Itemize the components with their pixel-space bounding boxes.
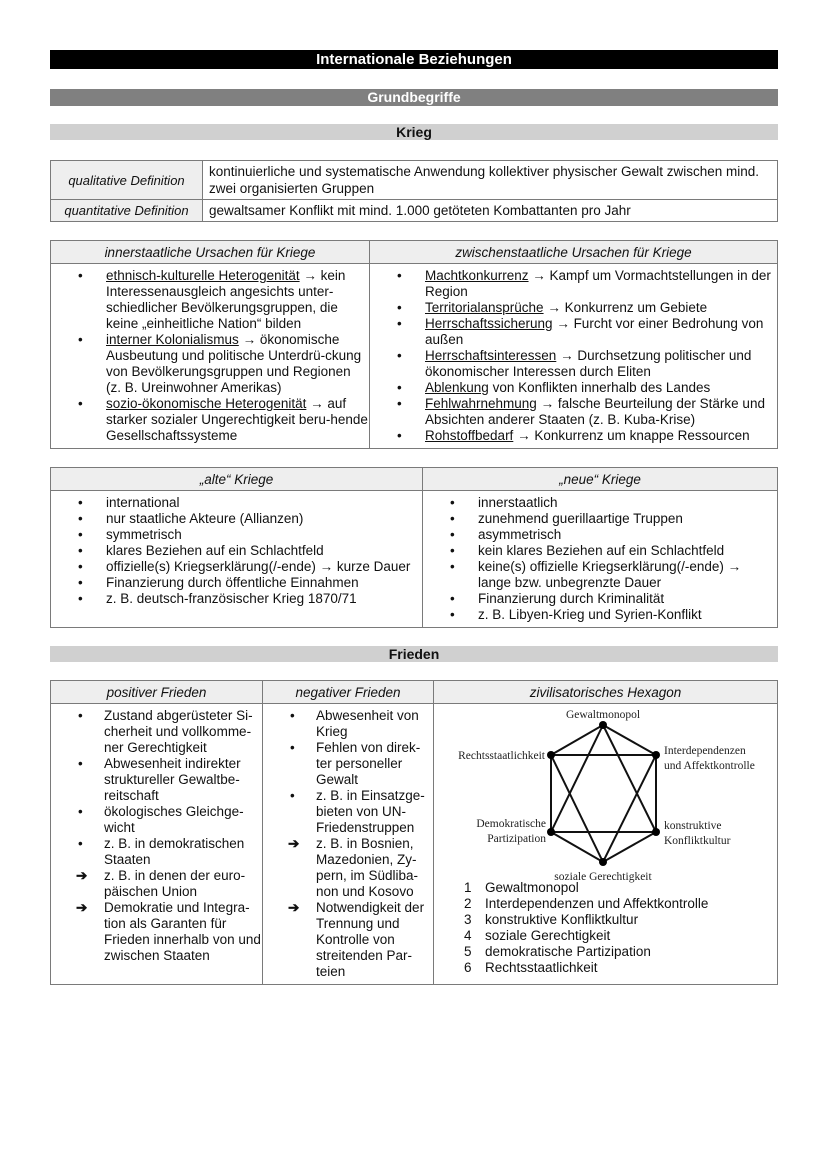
list-item [52, 511, 421, 527]
bullet-icon: • [78, 575, 83, 590]
bullet-icon: • [290, 708, 295, 723]
term-description: → Kampf um Vormachtstellungen in der Region [425, 268, 771, 299]
hexagon-legend [464, 880, 777, 976]
legend-number: 3 [464, 912, 472, 927]
hexagon-outline [551, 725, 656, 862]
node-upper-right [652, 751, 660, 759]
list-item [52, 559, 421, 575]
section-heading-grundbegriffe: Grundbegriffe [50, 89, 778, 106]
civilizational-hexagon-diagram [436, 709, 776, 883]
negative-peace-header: negativer Frieden [263, 681, 434, 704]
bullet-icon: • [78, 511, 83, 526]
bullet-icon: • [397, 300, 402, 315]
term-description: → Furcht vor einer Bedrohung von außen [425, 316, 764, 347]
inner-causes-header: innerstaatliche Ursachen für Kriege [51, 241, 370, 264]
item-text: Abwesenheit indirekter struktureller Gewaltbe-reitschaft [104, 756, 241, 803]
label-rechtsstaatlichkeit: Rechtsstaatlichkeit [457, 750, 545, 762]
term-description: → Konkurrenz um Gebiete [543, 300, 708, 315]
hexagon-header: zivilisatorisches Hexagon [434, 681, 778, 704]
list-item [424, 559, 776, 591]
label-partizipation: Partizipation [486, 833, 546, 845]
term-description: → kein Interessenausgleich angesichts unter-schiedlicher Bevölkerungsgruppen, die keine „einheitliche Nation“ bilden [106, 268, 346, 331]
table-row [51, 161, 778, 200]
key-term: Herrschaftssicherung [425, 316, 553, 331]
node-lower-right [652, 828, 660, 836]
item-text: Demokratie und Integra-tion als Garanten für Frieden innerhalb von und zwischen Staaten [104, 900, 261, 963]
item-text: Finanzierung durch Kriminalität [478, 591, 665, 606]
key-term: Rohstoffbedarf [425, 428, 514, 443]
list-item [52, 396, 368, 444]
term-description: von Konflikten innerhalb des Landes [488, 380, 711, 395]
old-wars-list [52, 495, 421, 607]
triangle-down [551, 755, 656, 862]
item-text: z. B. in demokratischen Staaten [104, 836, 245, 867]
legend-item [464, 944, 777, 960]
subsection-heading-krieg: Krieg [50, 124, 778, 140]
bullet-icon: • [78, 708, 83, 723]
item-text: international [106, 495, 180, 510]
item-text: symmetrisch [106, 527, 182, 542]
bullet-icon: • [290, 740, 295, 755]
list-item [52, 268, 368, 332]
bullet-icon: • [450, 495, 455, 510]
list-item [424, 527, 776, 543]
list-item [424, 607, 776, 623]
key-term: ethnisch-kulturelle Heterogenität [106, 268, 300, 283]
list-item [371, 396, 776, 428]
definition-text: kontinuierliche und systematische Anwendung kollektiver physischer Gewalt zwischen mind. zwei organisierten Gruppen [203, 161, 778, 200]
item-text: z. B. in Einsatzge-bieten von UN-Friedenstruppen [316, 788, 425, 835]
node-top [599, 721, 607, 729]
list-item [52, 868, 261, 900]
list-item [371, 268, 776, 300]
bullet-icon: • [78, 836, 83, 851]
hexagon-nodes [547, 721, 660, 866]
list-item [52, 575, 421, 591]
interstate-causes-list [371, 268, 776, 444]
bullet-icon: • [78, 396, 83, 411]
legend-number: 2 [464, 896, 472, 911]
item-text: z. B. Libyen-Krieg und Syrien-Konflikt [478, 607, 702, 622]
key-term: sozio-ökonomische Heterogenität [106, 396, 307, 411]
legend-label: Gewaltmonopol [485, 880, 579, 895]
item-text: Fehlen von direk-ter personeller Gewalt [316, 740, 421, 787]
list-item [424, 495, 776, 511]
label-affektkontrolle: und Affektkontrolle [663, 760, 755, 772]
list-item [371, 348, 776, 380]
legend-label: Rechtsstaatlichkeit [485, 960, 598, 975]
term-description: → falsche Beurteilung der Stärke und Absichten anderer Staaten (z. B. Kuba-Krise) [425, 396, 765, 427]
legend-label: demokratische Partizipation [485, 944, 651, 959]
legend-item [464, 912, 777, 928]
item-text: klares Beziehen auf ein Schlachtfeld [106, 543, 324, 558]
node-upper-left [547, 751, 555, 759]
bullet-icon: • [78, 268, 83, 283]
list-item [52, 332, 368, 396]
bullet-icon: • [450, 559, 455, 574]
list-item [264, 740, 432, 788]
arrow-right-icon: ➔ [76, 900, 88, 915]
label-soziale-gerechtigkeit: soziale Gerechtigkeit [553, 871, 652, 883]
bullet-icon: • [450, 591, 455, 606]
list-item [52, 527, 421, 543]
item-text: Finanzierung durch öffentliche Einnahmen [106, 575, 359, 590]
legend-number: 1 [464, 880, 472, 895]
item-text: z. B. deutsch-französischer Krieg 1870/71 [106, 591, 357, 606]
bullet-icon: • [290, 788, 295, 803]
item-text: Zustand abgerüsteter Si-cherheit und vollkomme-ner Gerechtigkeit [104, 708, 253, 755]
key-term: Machtkonkurrenz [425, 268, 529, 283]
list-item [52, 591, 421, 607]
bullet-icon: • [78, 756, 83, 771]
table-row [51, 200, 778, 222]
list-item [264, 836, 432, 900]
legend-number: 5 [464, 944, 472, 959]
bullet-icon: • [450, 543, 455, 558]
negative-peace-list [264, 708, 432, 980]
list-item [52, 708, 261, 756]
bullet-icon: • [78, 543, 83, 558]
causes-table [50, 240, 778, 449]
item-text: z. B. in Bosnien, Mazedonien, Zy-pern, im Südliba-non und Kosovo [316, 836, 419, 899]
item-text: zunehmend guerillaartige Truppen [478, 511, 683, 526]
document-title: Internationale Beziehungen [50, 50, 778, 69]
document-page [50, 50, 778, 985]
item-text: nur staatliche Akteure (Allianzen) [106, 511, 304, 526]
list-item [371, 300, 776, 316]
hexagon-edges [551, 725, 656, 862]
list-item [371, 316, 776, 348]
legend-item [464, 928, 777, 944]
bullet-icon: • [78, 495, 83, 510]
label-gewaltmonopol: Gewaltmonopol [565, 709, 640, 721]
bullet-icon: • [397, 316, 402, 331]
arrow-right-icon: ➔ [288, 900, 300, 915]
legend-item [464, 896, 777, 912]
definition-label: qualitative Definition [51, 161, 203, 200]
bullet-icon: • [397, 348, 402, 363]
list-item [424, 543, 776, 559]
key-term: interner Kolonialismus [106, 332, 239, 347]
item-text: kein klares Beziehen auf ein Schlachtfeld [478, 543, 725, 558]
list-item [371, 380, 776, 396]
item-text: Abwesenheit von Krieg [316, 708, 419, 739]
label-interdependenzen: Interdependenzen [663, 745, 746, 757]
definition-table [50, 160, 778, 222]
node-lower-left [547, 828, 555, 836]
list-item [264, 900, 432, 980]
list-item [52, 495, 421, 511]
legend-item [464, 960, 777, 976]
list-item [52, 756, 261, 804]
arrow-right-icon: ➔ [288, 836, 300, 851]
item-text: keine(s) offizielle Kriegserklärung(/-ende) → lange bzw. unbegrenzte Dauer [478, 559, 742, 590]
legend-label: konstruktive Konfliktkultur [485, 912, 639, 927]
list-item [424, 591, 776, 607]
list-item [264, 708, 432, 740]
bullet-icon: • [78, 591, 83, 606]
list-item [52, 804, 261, 836]
list-item [264, 788, 432, 836]
list-item [371, 428, 776, 444]
bullet-icon: • [78, 332, 83, 347]
item-text: Notwendigkeit der Trennung und Kontrolle von streitenden Par-teien [316, 900, 425, 979]
inner-causes-list [52, 268, 368, 444]
bullet-icon: • [78, 559, 83, 574]
item-text: asymmetrisch [478, 527, 562, 542]
list-item [424, 511, 776, 527]
arrow-right-icon: ➔ [76, 868, 88, 883]
item-text: innerstaatlich [478, 495, 558, 510]
key-term: Fehlwahrnehmung [425, 396, 537, 411]
positive-peace-list [52, 708, 261, 964]
legend-label: soziale Gerechtigkeit [485, 928, 611, 943]
positive-peace-header: positiver Frieden [51, 681, 263, 704]
bullet-icon: • [397, 380, 402, 395]
list-item [52, 900, 261, 964]
interstate-causes-header: zwischenstaatliche Ursachen für Kriege [370, 241, 778, 264]
bullet-icon: • [78, 804, 83, 819]
bullet-icon: • [450, 607, 455, 622]
new-wars-list [424, 495, 776, 623]
list-item [52, 543, 421, 559]
key-term: Ablenkung [425, 380, 489, 395]
legend-number: 6 [464, 960, 472, 975]
bullet-icon: • [450, 527, 455, 542]
bullet-icon: • [397, 428, 402, 443]
new-wars-header: „neue“ Kriege [423, 468, 778, 491]
key-term: Herrschaftsinteressen [425, 348, 557, 363]
term-description: → auf starker sozialer Ungerechtigkeit beru-hende Gesellschaftssysteme [106, 396, 368, 443]
term-description: → Durchsetzung politischer und ökonomischer Interessen durch Eliten [425, 348, 752, 379]
item-text: ökologisches Gleichge-wicht [104, 804, 244, 835]
list-item [52, 836, 261, 868]
legend-label: Interdependenzen und Affektkontrolle [485, 896, 709, 911]
label-konstruktive: konstruktive [663, 820, 721, 832]
bullet-icon: • [450, 511, 455, 526]
item-text: offizielle(s) Kriegserklärung(/-ende) → kurze Dauer [106, 559, 411, 574]
old-wars-header: „alte“ Kriege [51, 468, 423, 491]
bullet-icon: • [397, 396, 402, 411]
node-bottom [599, 858, 607, 866]
subsection-heading-frieden: Frieden [50, 646, 778, 662]
definition-text: gewaltsamer Konflikt mit mind. 1.000 getöteten Kombattanten pro Jahr [203, 200, 778, 222]
term-description: → Konkurrenz um knappe Ressourcen [513, 428, 750, 443]
key-term: Territorialansprüche [425, 300, 544, 315]
bullet-icon: • [78, 527, 83, 542]
triangle-up [551, 725, 656, 832]
old-new-wars-table [50, 467, 778, 628]
peace-table [50, 680, 778, 985]
label-konfliktkultur: Konfliktkultur [663, 835, 730, 847]
bullet-icon: • [397, 268, 402, 283]
term-description: → ökonomische Ausbeutung und politische Unterdrü-ckung von Bevölkerungsgruppen und Regionen (z. B. Ureinwohner Amerikas) [106, 332, 362, 395]
definition-label: quantitative Definition [51, 200, 203, 222]
label-demokratische: Demokratische [475, 818, 546, 830]
item-text: z. B. in denen der euro-päischen Union [104, 868, 246, 899]
legend-number: 4 [464, 928, 472, 943]
